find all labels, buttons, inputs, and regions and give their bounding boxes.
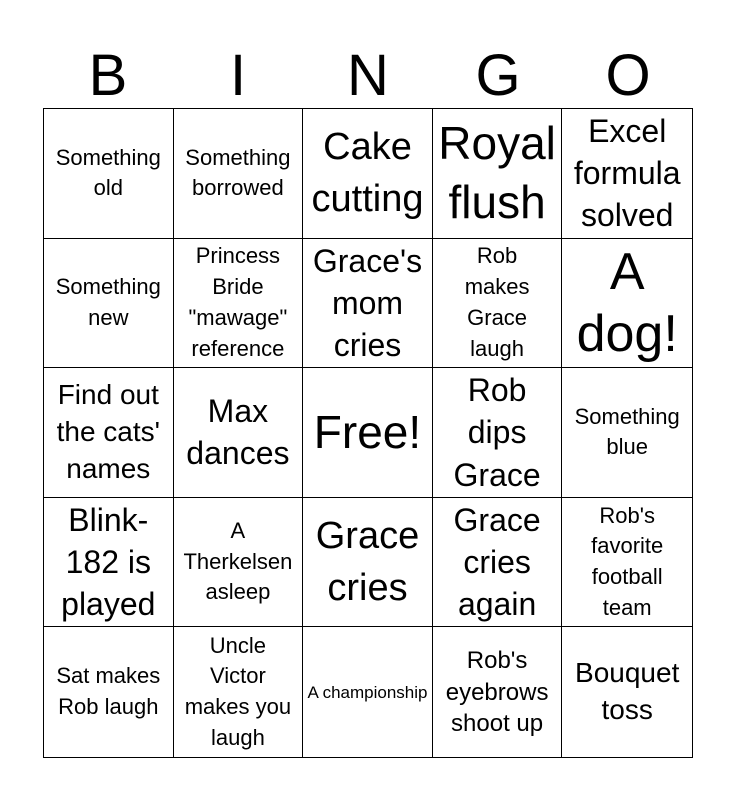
bingo-cell[interactable]: [303, 109, 433, 239]
bingo-cell[interactable]: [174, 239, 304, 369]
header-letter-g: G: [475, 43, 521, 108]
cell-text: A championship: [307, 682, 428, 702]
bingo-cell[interactable]: [433, 498, 563, 628]
bingo-cell[interactable]: [433, 627, 563, 757]
bingo-cell[interactable]: [433, 109, 563, 239]
cell-text: Bouquet toss: [575, 657, 680, 726]
cell-text: Rob's favorite football team: [591, 502, 664, 620]
bingo-cell[interactable]: [174, 498, 304, 628]
bingo-cell[interactable]: [44, 239, 174, 369]
cell-text: A Therkelsen asleep: [183, 517, 293, 605]
bingo-cell[interactable]: [303, 239, 433, 369]
cell-text: Something old: [55, 144, 161, 201]
bingo-cell[interactable]: [44, 627, 174, 757]
header-letter-b: B: [88, 43, 128, 108]
bingo-cell[interactable]: [303, 498, 433, 628]
bingo-cell free-space[interactable]: [303, 368, 433, 498]
cell-text: Grace cries: [315, 514, 420, 610]
cell-text: Something new: [55, 274, 161, 330]
bingo-cell[interactable]: [174, 109, 304, 239]
cell-text: Uncle Victor makes you laugh: [184, 632, 292, 750]
bingo-cell[interactable]: [433, 239, 563, 369]
bingo-cell[interactable]: [562, 239, 692, 369]
header-letter-o: O: [605, 43, 651, 108]
bingo-cell[interactable]: [303, 627, 433, 757]
cell-text: A dog!: [576, 242, 678, 363]
cell-text: Blink-182 is played: [61, 501, 156, 623]
cell-text: Rob dips Grace: [453, 372, 541, 493]
cell-text: Rob makes Grace laugh: [464, 243, 530, 361]
bingo-cell[interactable]: [44, 498, 174, 628]
cell-text: Rob's eyebrows shoot up: [445, 647, 549, 737]
free-space-label: Free!: [313, 405, 422, 458]
bingo-cell[interactable]: [562, 498, 692, 628]
cell-text: Grace cries again: [453, 501, 541, 623]
cell-text: Find out the cats' names: [56, 379, 160, 484]
bingo-cell[interactable]: [44, 109, 174, 239]
cell-text: Max dances: [186, 393, 290, 472]
bingo-cell[interactable]: [562, 627, 692, 757]
cell-text: Something blue: [574, 403, 680, 460]
bingo-cell[interactable]: [433, 368, 563, 498]
cell-text: Excel formula solved: [573, 112, 681, 234]
cell-text: Royal flush: [438, 116, 556, 229]
bingo-board: [43, 108, 693, 758]
header-letter-n: N: [347, 43, 389, 108]
bingo-header: [43, 40, 693, 108]
bingo-cell[interactable]: [44, 368, 174, 498]
cell-text: Princess Bride "mawage" reference: [188, 243, 288, 361]
cell-text: Grace's mom cries: [312, 242, 423, 363]
bingo-cell[interactable]: [174, 627, 304, 757]
header-letter-i: I: [229, 43, 247, 108]
bingo-cell[interactable]: [174, 368, 304, 498]
bingo-cell[interactable]: [562, 368, 692, 498]
cell-text: Something borrowed: [185, 144, 291, 201]
cell-text: Sat makes Rob laugh: [56, 663, 161, 720]
bingo-cell[interactable]: [562, 109, 692, 239]
cell-text: Cake cutting: [311, 125, 424, 221]
